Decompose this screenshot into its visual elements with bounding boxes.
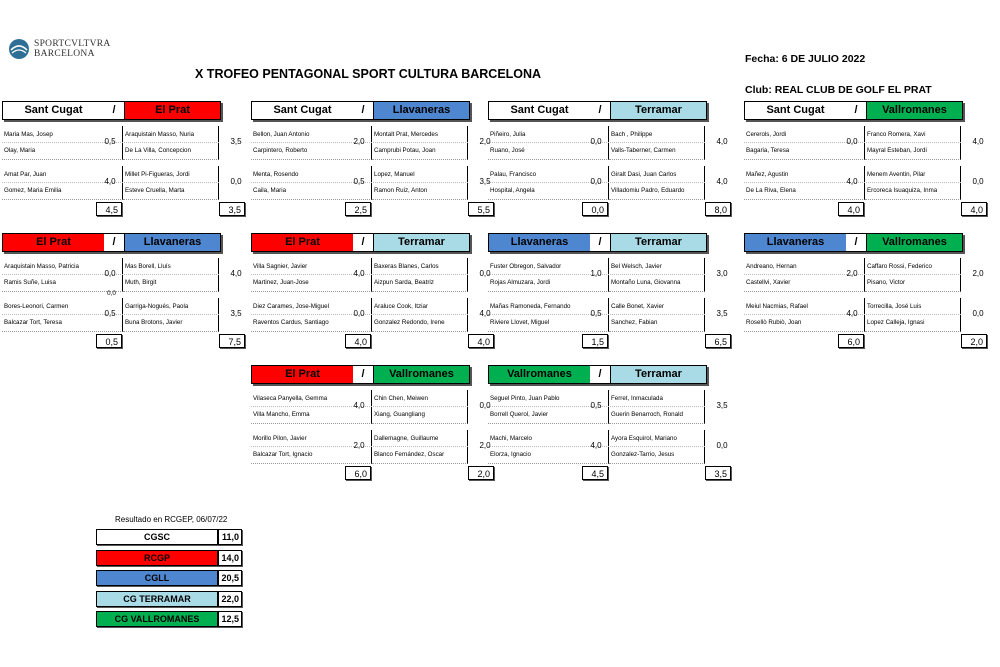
player-name: Bel Welsch, Javier bbox=[611, 263, 662, 270]
player-name: Villa Sagnier, Javier bbox=[253, 263, 308, 270]
game-score-b: 0,0 bbox=[479, 401, 491, 410]
game-score-a: 4,0 bbox=[846, 309, 858, 318]
team-b-pair bbox=[865, 166, 961, 200]
player-name: Gonzalez Redondo, Irene bbox=[374, 319, 445, 326]
player-name: Mayral Esteban, Jordi bbox=[867, 147, 927, 154]
game-score-a: 0,5 bbox=[590, 401, 602, 410]
game-row bbox=[744, 166, 984, 200]
player-name: Xiang, Guangliang bbox=[374, 411, 425, 418]
match-block bbox=[2, 101, 242, 194]
match-block bbox=[744, 233, 984, 326]
player-name: Lopez, Manuel bbox=[374, 171, 415, 178]
results-team: CGSC bbox=[96, 529, 218, 545]
team-b-pair bbox=[609, 390, 705, 424]
match-header bbox=[251, 101, 470, 120]
page-title: X TROFEO PENTAGONAL SPORT CULTURA BARCELONA bbox=[195, 67, 542, 81]
player-name: Chin Chen, Meiwen bbox=[374, 395, 428, 402]
team-b-pair bbox=[865, 298, 961, 332]
team-a-name: El Prat bbox=[3, 234, 104, 251]
game-row bbox=[744, 126, 984, 160]
event-club: Club: REAL CLUB DE GOLF EL PRAT bbox=[745, 84, 932, 96]
player-name: Piñeiro, Julia bbox=[490, 131, 526, 138]
player-name: Aizpun Sarda, Beatriz bbox=[374, 279, 434, 286]
game-row bbox=[251, 390, 491, 424]
game-score-a: 0,5 bbox=[353, 177, 365, 186]
player-name: Caila, Maria bbox=[253, 187, 287, 194]
match-header bbox=[2, 101, 221, 120]
team-b-total: 4,0 bbox=[468, 334, 494, 348]
player-name: Menta, Rosendo bbox=[253, 171, 299, 178]
team-b-total: 7,5 bbox=[219, 334, 245, 348]
player-name: Franco Romera, Xavi bbox=[867, 131, 926, 138]
match-header bbox=[488, 365, 707, 384]
game-row bbox=[488, 126, 728, 160]
results-points: 11,0 bbox=[218, 529, 242, 545]
game-row bbox=[251, 258, 491, 292]
team-b-total: 4,0 bbox=[961, 202, 987, 216]
game-row bbox=[251, 126, 491, 160]
player-name: Martinez, Juan-Jose bbox=[253, 279, 309, 286]
player-name: Rosellò Rubiò, Joan bbox=[746, 319, 802, 326]
match-block bbox=[251, 365, 491, 458]
player-name: Calle Bonet, Xavier bbox=[611, 303, 664, 310]
game-score-a: 2,0 bbox=[353, 137, 365, 146]
results-points: 14,0 bbox=[218, 550, 242, 566]
results-team: CG VALLROMANES bbox=[96, 611, 218, 627]
team-b-pair bbox=[609, 430, 705, 464]
game-row bbox=[2, 298, 242, 332]
team-a-name: Sant Cugat bbox=[252, 102, 353, 119]
team-b-total: 2,0 bbox=[468, 466, 494, 480]
game-row bbox=[2, 258, 242, 292]
game-score-a: 0,0 bbox=[104, 269, 116, 278]
player-name: Diez Carames, Jose-Miguel bbox=[253, 303, 329, 310]
game-row bbox=[488, 166, 728, 200]
results-points: 12,5 bbox=[218, 611, 242, 627]
player-name: Balcazar Tort, Teresa bbox=[4, 319, 62, 326]
team-a-total: 1,5 bbox=[582, 334, 608, 348]
team-b-pair bbox=[609, 166, 705, 200]
match-block bbox=[744, 101, 984, 194]
match-header bbox=[744, 233, 963, 252]
game-score-a: 0,5 bbox=[590, 309, 602, 318]
player-name: Torrecilla, José Luis bbox=[867, 303, 922, 310]
team-b-pair bbox=[865, 258, 961, 292]
separator: / bbox=[361, 236, 365, 248]
game-score-b: 3,5 bbox=[479, 177, 491, 186]
team-b-pair bbox=[372, 126, 468, 160]
team-b-name: Vallromanes bbox=[866, 102, 962, 119]
player-name: Hospital, Angela bbox=[490, 187, 535, 194]
team-b-pair bbox=[372, 430, 468, 464]
game-score-a: 4,0 bbox=[590, 441, 602, 450]
team-b-name: Terramar bbox=[610, 366, 706, 383]
match-block bbox=[488, 101, 728, 194]
player-name: Balcazar Tort, Ignacio bbox=[253, 451, 313, 458]
player-name: Palau, Francisco bbox=[490, 171, 537, 178]
game-score-b: 2,0 bbox=[479, 137, 491, 146]
player-name: De La Villa, Concepcion bbox=[125, 147, 191, 154]
player-name: Ramon Ruiz, Anton bbox=[374, 187, 428, 194]
game-score-a: 4,0 bbox=[353, 269, 365, 278]
results-team: RCGP bbox=[96, 550, 218, 566]
player-name: Araquistain Masso, Patricia bbox=[4, 263, 79, 270]
separator: / bbox=[854, 104, 858, 116]
match-header bbox=[251, 365, 470, 384]
game-row bbox=[251, 166, 491, 200]
team-a-total: 6,0 bbox=[838, 334, 864, 348]
player-name: Bores-Leonori, Carmen bbox=[4, 303, 69, 310]
game-score-a: 2,0 bbox=[353, 441, 365, 450]
team-b-name: Vallromanes bbox=[866, 234, 962, 251]
game-score-a: 0,0 bbox=[590, 137, 602, 146]
results-caption: Resultado en RCGEP, 06/07/22 bbox=[115, 515, 228, 524]
player-name: Buna Brotons, Javier bbox=[125, 319, 183, 326]
player-name: Bagaria, Teresa bbox=[746, 147, 790, 154]
game-score-b: 0,0 bbox=[972, 177, 984, 186]
team-b-name: Vallromanes bbox=[373, 366, 469, 383]
game-row bbox=[2, 126, 242, 160]
team-b-pair bbox=[123, 126, 219, 160]
team-b-total: 5,5 bbox=[468, 202, 494, 216]
team-b-name: Llavaneras bbox=[124, 234, 220, 251]
player-name: Villadomiu Padro, Eduardo bbox=[611, 187, 685, 194]
game-row bbox=[488, 390, 728, 424]
team-a-name: Sant Cugat bbox=[3, 102, 104, 119]
event-date: Fecha: 6 DE JULIO 2022 bbox=[745, 53, 866, 65]
player-name: Fuster Obregon, Salvador bbox=[490, 263, 562, 270]
team-a-total: 4,5 bbox=[582, 466, 608, 480]
player-name: Raventos Cardus, Santiago bbox=[253, 319, 329, 326]
game-score-b: 0,0 bbox=[972, 309, 984, 318]
game-score-b: 4,0 bbox=[716, 137, 728, 146]
player-name: Giralt Dasi, Juan Carlos bbox=[611, 171, 677, 178]
match-header bbox=[2, 233, 221, 252]
team-b-pair bbox=[372, 390, 468, 424]
game-score-a: 1,0 bbox=[590, 269, 602, 278]
player-name: Garriga-Nogués, Paola bbox=[125, 303, 189, 310]
game-score-b: 2,0 bbox=[972, 269, 984, 278]
player-name: Borrell Querol, Javier bbox=[490, 411, 549, 418]
player-name: Andreano, Hernan bbox=[746, 263, 797, 270]
player-name: De La Riva, Elena bbox=[746, 187, 796, 194]
player-name: Millet Pi-Figueras, Jordi bbox=[125, 171, 190, 178]
team-b-total: 6,5 bbox=[705, 334, 731, 348]
team-a-name: Sant Cugat bbox=[745, 102, 846, 119]
team-b-pair bbox=[372, 298, 468, 332]
results-points: 20,5 bbox=[218, 570, 242, 586]
match-block bbox=[488, 233, 728, 326]
team-a-total: 4,5 bbox=[96, 202, 122, 216]
game-score-b: 3,5 bbox=[716, 309, 728, 318]
player-name: Gomez, Maria Emilia bbox=[4, 187, 62, 194]
game-row bbox=[2, 166, 242, 200]
team-a-name: El Prat bbox=[252, 234, 353, 251]
player-name: Machi, Marcelo bbox=[490, 435, 532, 442]
player-name: Lopez Calleja, Ignasi bbox=[867, 319, 925, 326]
player-name: Meiul Nacmias, Rafael bbox=[746, 303, 808, 310]
player-name: Sanchez, Fabian bbox=[611, 319, 658, 326]
separator: / bbox=[361, 368, 365, 380]
player-name: Baxeras Blanes, Carlos bbox=[374, 263, 439, 270]
player-name: Valls-Taberner, Carmen bbox=[611, 147, 676, 154]
game-row bbox=[251, 430, 491, 464]
game-score-b: 3,0 bbox=[716, 269, 728, 278]
match-block bbox=[2, 233, 242, 326]
player-name: Camprubi Potau, Joan bbox=[374, 147, 436, 154]
match-header bbox=[488, 101, 707, 120]
game-score-b: 3,5 bbox=[230, 137, 242, 146]
game-score-b: 4,0 bbox=[230, 269, 242, 278]
team-a-name: Llavaneras bbox=[489, 234, 590, 251]
player-name: Montaño Luna, Giovanna bbox=[611, 279, 681, 286]
match-header bbox=[251, 233, 470, 252]
team-b-pair bbox=[123, 166, 219, 200]
player-name: Carpintero, Roberto bbox=[253, 147, 308, 154]
player-name: Seguel Pinto, Juan Pablo bbox=[490, 395, 560, 402]
match-block bbox=[488, 365, 728, 458]
game-score-b: 0,0 bbox=[230, 177, 242, 186]
game-score-b: 0,0 bbox=[716, 441, 728, 450]
player-name: Olay, Maria bbox=[4, 147, 36, 154]
player-name: Ramis Suñe, Luisa bbox=[4, 279, 56, 286]
match-block bbox=[251, 101, 491, 194]
team-a-total: 4,0 bbox=[345, 334, 371, 348]
match-header bbox=[488, 233, 707, 252]
results-team: CG TERRAMAR bbox=[96, 591, 218, 607]
player-name: Vilaseca Panyella, Gemma bbox=[253, 395, 328, 402]
separator: / bbox=[598, 368, 602, 380]
team-a-total: 0,5 bbox=[96, 334, 122, 348]
player-name: Mas Borell, Lluís bbox=[125, 263, 171, 270]
separator: / bbox=[598, 104, 602, 116]
team-b-name: Terramar bbox=[610, 102, 706, 119]
game-score-b: 4,0 bbox=[972, 137, 984, 146]
team-a-total: 0,0 bbox=[582, 202, 608, 216]
player-name: Guerin Benarroch, Ronald bbox=[611, 411, 683, 418]
game-score-b: 2,0 bbox=[479, 441, 491, 450]
player-name: Araluce Cook, Itziar bbox=[374, 303, 428, 310]
player-name: Amat Par, Juan bbox=[4, 171, 47, 178]
match-block bbox=[251, 233, 491, 326]
game-score-a: 2,0 bbox=[846, 269, 858, 278]
separator: / bbox=[598, 236, 602, 248]
player-name: Ruano, José bbox=[490, 147, 525, 154]
game-score-b: 3,5 bbox=[230, 309, 242, 318]
game-score-b: 4,0 bbox=[479, 309, 491, 318]
team-b-pair bbox=[123, 298, 219, 332]
team-b-total: 2,0 bbox=[961, 334, 987, 348]
player-name: Pisano, Victor bbox=[867, 279, 906, 286]
team-a-total: 4,0 bbox=[838, 202, 864, 216]
player-name: Ayora Esquirol, Mariano bbox=[611, 435, 677, 442]
team-b-pair bbox=[609, 258, 705, 292]
team-b-total: 8,0 bbox=[705, 202, 731, 216]
player-name: Villa Mancho, Emma bbox=[253, 411, 310, 418]
player-name: Menem Aventin, Pilar bbox=[867, 171, 926, 178]
game-score-a: 4,0 bbox=[104, 177, 116, 186]
player-name: Bellon, Juan Antonio bbox=[253, 131, 310, 138]
team-a-name: Sant Cugat bbox=[489, 102, 590, 119]
team-a-total: 2,5 bbox=[345, 202, 371, 216]
team-b-pair bbox=[609, 126, 705, 160]
team-b-name: Terramar bbox=[373, 234, 469, 251]
game-row bbox=[488, 430, 728, 464]
game-score-b: 3,5 bbox=[716, 401, 728, 410]
team-b-name: Llavaneras bbox=[373, 102, 469, 119]
logo-line-1: SPORTCVLTVRA bbox=[34, 39, 111, 49]
game-score-a: 4,0 bbox=[846, 177, 858, 186]
match-header bbox=[744, 101, 963, 120]
player-name: Elorza, Ignacio bbox=[490, 451, 531, 458]
player-name: Rojas Almuzara, Jordi bbox=[490, 279, 551, 286]
team-b-name: Terramar bbox=[610, 234, 706, 251]
player-name: Riviere Llovet, Miguel bbox=[490, 319, 550, 326]
game-row bbox=[744, 298, 984, 332]
player-name: Dallemagne, Guillaume bbox=[374, 435, 439, 442]
game-score-a: 0,5 bbox=[104, 309, 116, 318]
player-name: Blanco Fernández, Oscar bbox=[374, 451, 445, 458]
team-b-pair bbox=[609, 298, 705, 332]
game-score-b: 4,0 bbox=[716, 177, 728, 186]
team-b-total: 3,5 bbox=[705, 466, 731, 480]
player-name: Maria Mas, Josep bbox=[4, 131, 53, 138]
player-name: Muth, Birgit bbox=[125, 279, 157, 286]
player-name: Morillo Pilon, Javier bbox=[253, 435, 307, 442]
player-name: Araquistain Masso, Nuria bbox=[125, 131, 195, 138]
player-name: Montalt Prat, Mercedes bbox=[374, 131, 438, 138]
team-b-pair bbox=[372, 166, 468, 200]
game-row bbox=[488, 298, 728, 332]
separator: / bbox=[854, 236, 858, 248]
player-name: Ercoreca Isuaquiza, Inma bbox=[867, 187, 938, 194]
team-b-pair bbox=[865, 126, 961, 160]
game-score-a: 0,0 bbox=[590, 177, 602, 186]
separator: / bbox=[112, 236, 116, 248]
player-name: Mañas Ramoneda, Fernando bbox=[490, 303, 571, 310]
team-b-name: El Prat bbox=[124, 102, 220, 119]
game-score-a: 0,0 bbox=[846, 137, 858, 146]
player-name: Esteve Cruella, Marta bbox=[125, 187, 185, 194]
game-score-a: 0,5 bbox=[104, 137, 116, 146]
logo-line-2: BARCELONA bbox=[34, 49, 95, 59]
team-a-name: El Prat bbox=[252, 366, 353, 383]
player-name: Mañez, Agustin bbox=[746, 171, 789, 178]
player-name: Caffaro Rossi, Federico bbox=[867, 263, 932, 270]
player-name: Cererols, Jordi bbox=[746, 131, 787, 138]
team-a-name: Llavaneras bbox=[745, 234, 846, 251]
results-team: CGLL bbox=[96, 570, 218, 586]
separator: / bbox=[112, 104, 116, 116]
game-score-a: 4,0 bbox=[353, 401, 365, 410]
team-b-pair bbox=[372, 258, 468, 292]
extra-score: 0,0 bbox=[107, 290, 117, 297]
player-name: Bach , Philippe bbox=[611, 131, 653, 138]
team-b-total: 3,5 bbox=[219, 202, 245, 216]
separator: / bbox=[361, 104, 365, 116]
team-b-pair bbox=[123, 258, 219, 292]
game-row bbox=[251, 298, 491, 332]
game-score-a: 0,0 bbox=[353, 309, 365, 318]
team-a-name: Vallromanes bbox=[489, 366, 590, 383]
game-row bbox=[488, 258, 728, 292]
results-points: 22,0 bbox=[218, 591, 242, 607]
player-name: Castellvi, Xavier bbox=[746, 279, 791, 286]
player-name: Gonzalez-Tarrio, Jesus bbox=[611, 451, 675, 458]
game-row bbox=[744, 258, 984, 292]
sport-cultura-logo bbox=[8, 36, 128, 66]
game-score-b: 0,0 bbox=[479, 269, 491, 278]
team-a-total: 6,0 bbox=[345, 466, 371, 480]
logo-mark-icon bbox=[8, 38, 30, 60]
player-name: Ferret, Inmaculada bbox=[611, 395, 663, 402]
